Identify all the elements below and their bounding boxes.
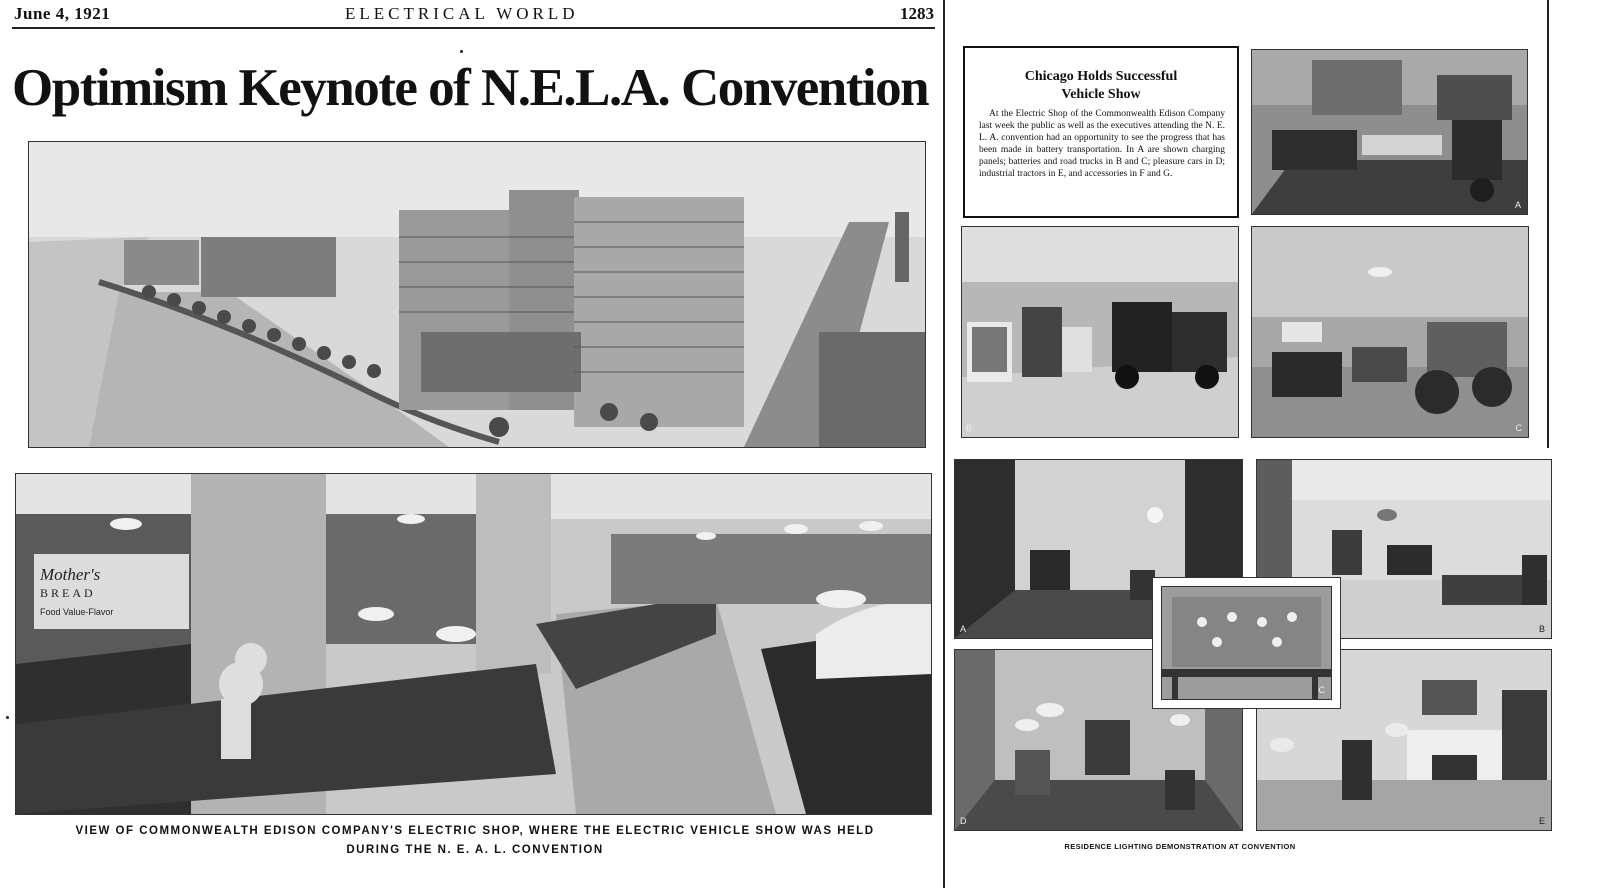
header-rule <box>12 27 935 29</box>
page-gutter <box>943 0 945 888</box>
residence-inset-frame <box>1152 577 1341 709</box>
electric-shop-photo <box>15 473 932 815</box>
photo-label: E <box>1538 816 1545 826</box>
photo-label: B <box>1538 624 1545 634</box>
bread-sign-line3: Food Value-Flavor <box>40 607 114 617</box>
shop-caption-line2: DURING THE N. E. A. L. CONVENTION <box>346 844 604 856</box>
residence-caption: RESIDENCE LIGHTING DEMONSTRATION AT CONVENTION <box>1064 842 1296 851</box>
vehicle-photo-c <box>1251 226 1529 438</box>
residence-photo-c <box>1161 586 1332 700</box>
photo-label: D <box>960 816 967 826</box>
vehicle-photo-c-drawing <box>1252 227 1528 437</box>
vehicle-photo-a <box>1251 49 1528 215</box>
shop-caption-line1: VIEW OF COMMONWEALTH EDISON COMPANY'S ELECTRIC SHOP, WHERE THE ELECTRIC VEHICLE SHOW WAS HELD <box>75 825 875 837</box>
bread-wagon-sign <box>40 565 160 622</box>
page-headline: Optimism Keynote of N.E.L.A. Convention <box>12 59 929 117</box>
print-speck <box>6 716 9 719</box>
header-date: June 4, 1921 <box>14 4 111 23</box>
vehicle-show-title <box>965 68 1237 104</box>
vehicle-photo-a-drawing <box>1252 50 1527 214</box>
hotel-illustration-drawing <box>29 142 925 447</box>
photo-label: B <box>966 423 973 433</box>
vehicle-show-title-line1: Chicago Holds Successful <box>1024 69 1178 84</box>
header-page-number: 1283 <box>900 4 934 23</box>
vehicle-show-title-line2: Vehicle Show <box>1061 87 1141 102</box>
photo-label: A <box>1514 200 1521 210</box>
vehicle-show-body: At the Electric Shop of the Commonwealth Edison Company last week the public as well as the executives attending the N. E. L. A. convention had an opportunity to see the progress that has been made in battery transportation. In A are shown charging panels; batteries and road trucks in B and C; pleasure cars in D; industrial tractors in E, and accessories in F and G. <box>979 109 1225 179</box>
vehicle-photo-b-drawing <box>962 227 1238 437</box>
bread-sign-line1: Mother's <box>40 565 101 584</box>
photo-label: A <box>960 624 967 634</box>
bread-sign-line2: BREAD <box>40 586 96 600</box>
photo-label: C <box>1318 685 1325 695</box>
header-magazine-title: ELECTRICAL WORLD <box>345 4 579 23</box>
column-rule <box>1547 0 1549 448</box>
print-speck <box>460 50 463 53</box>
shop-photo-caption <box>40 822 910 860</box>
electric-shop-drawing <box>16 474 931 814</box>
residence-photo-c-drawing <box>1162 587 1331 699</box>
photo-label: C <box>1515 423 1522 433</box>
hotel-illustration <box>28 141 926 448</box>
vehicle-show-box <box>963 46 1239 218</box>
vehicle-photo-b <box>961 226 1239 438</box>
